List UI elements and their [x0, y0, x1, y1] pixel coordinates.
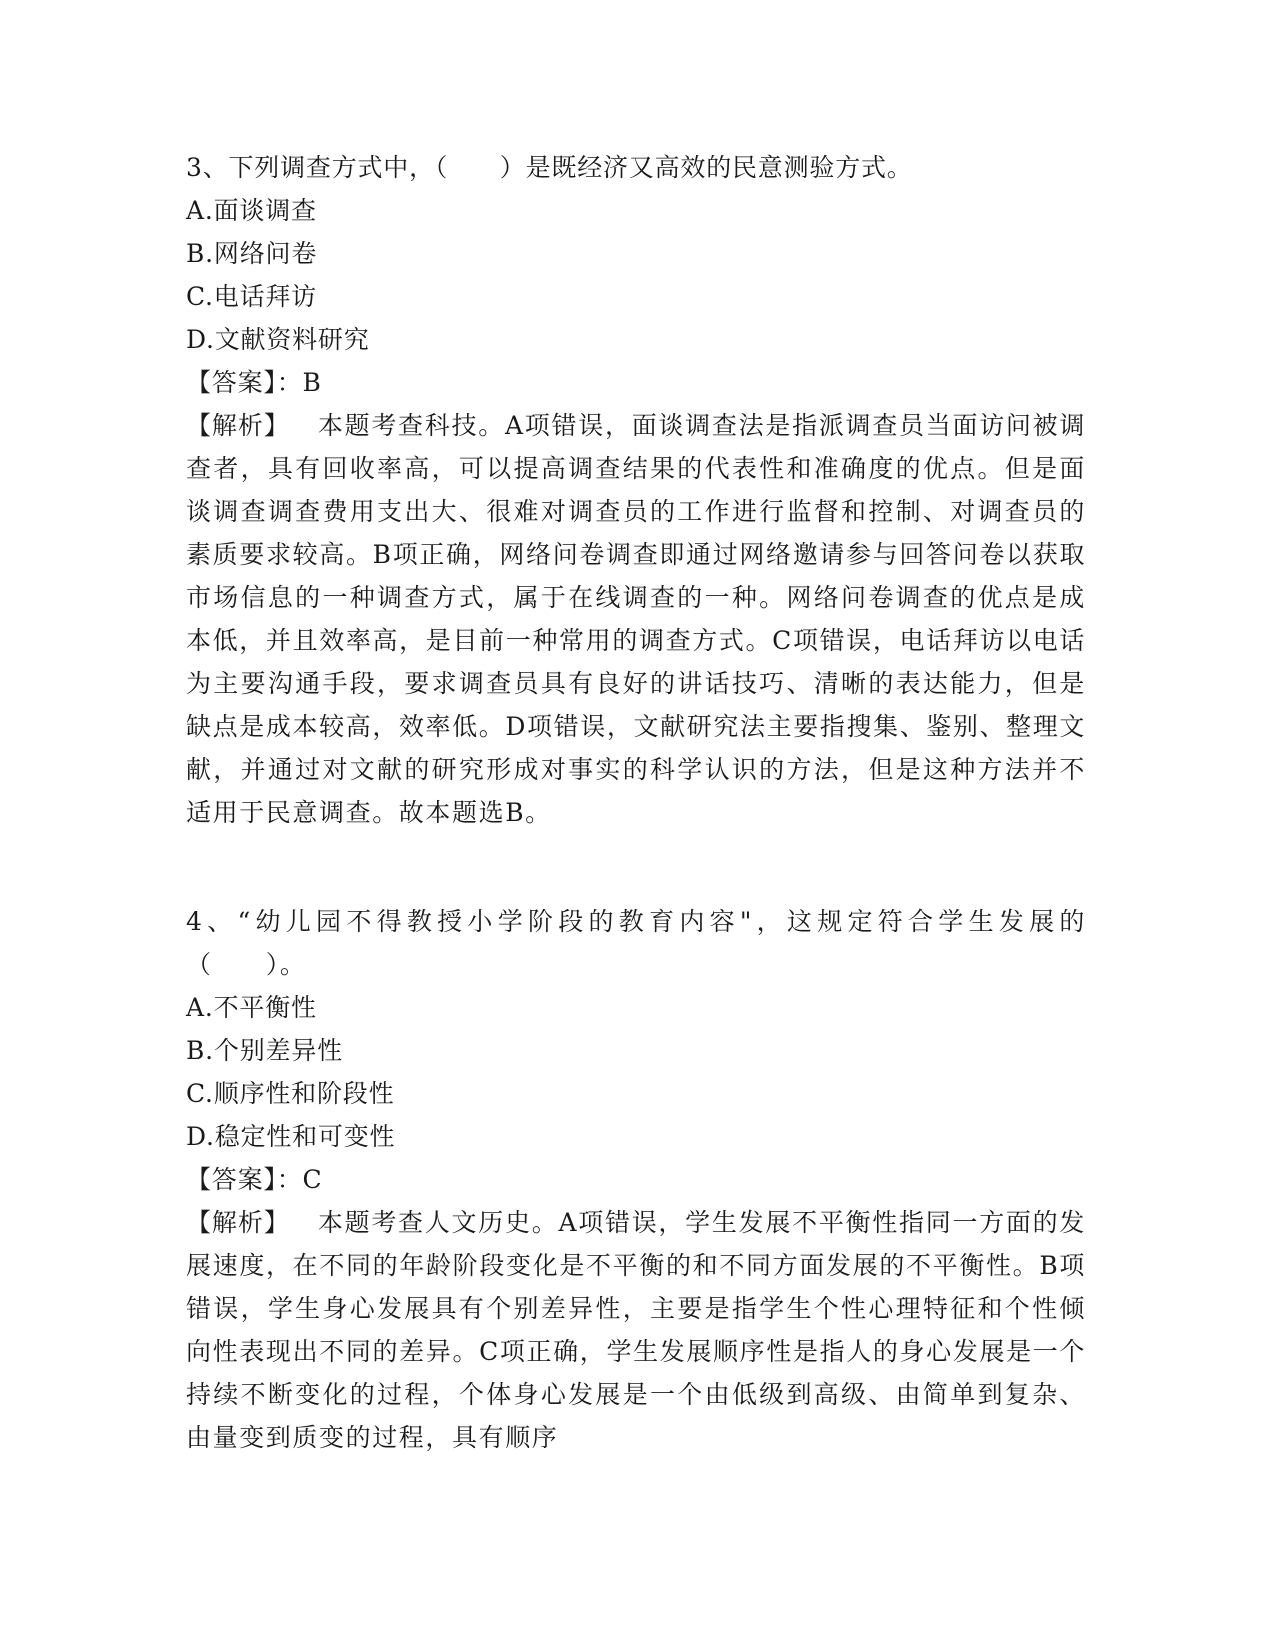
answer: 【答案】：C — [186, 1165, 323, 1194]
option-c: C.顺序性和阶段性 — [186, 1079, 395, 1108]
question-3 — [186, 146, 1086, 834]
analysis-label: 【解析】 — [186, 1208, 290, 1237]
option-a: A.面谈调查 — [186, 196, 317, 225]
option-b: B.个别差异性 — [186, 1036, 343, 1065]
analysis — [186, 1201, 1086, 1459]
option-b: B.网络问卷 — [186, 239, 318, 268]
option-d: D.稳定性和可变性 — [186, 1122, 396, 1151]
question-stem: 4、“幼儿园不得教授小学阶段的教育内容"，这规定符合学生发展的（ ）。 — [186, 907, 1086, 979]
analysis-label: 【解析】 — [186, 411, 290, 440]
question-4 — [186, 900, 1086, 1459]
analysis-text: 本题考查科技。A项错误，面谈调查法是指派调查员当面访问被调查者，具有回收率高，可以提高调查结果的代表性和准确度的优点。但是面谈调查调查费用支出大、很难对调查员的工作进行监督和控制、对调查员的素质要求较高。B项正确，网络问卷调查即通过网络邀请参与回答问卷以获取市场信息的一种调查方式，属于在线调查的一种。网络问卷调查的优点是成本低，并且效率高，是目前一种常用的调查方式。C项错误，电话拜访以电话为主要沟通手段，要求调查员具有良好的讲话技巧、清晰的表达能力，但是缺点是成本较高，效率低。D项错误，文献研究法主要指搜集、鉴别、整理文献，并通过对文献的研究形成对事实的科学认识的方法，但是这种方法并不适用于民意调查。故本题选B。 — [186, 411, 1086, 827]
option-a: A.不平衡性 — [186, 993, 317, 1022]
option-c: C.电话拜访 — [186, 282, 317, 311]
answer: 【答案】：B — [186, 368, 322, 397]
analysis — [186, 404, 1086, 834]
question-stem: 3、下列调查方式中，（ ）是既经济又高效的民意测验方式。 — [186, 153, 913, 182]
analysis-text: 本题考查人文历史。A项错误，学生发展不平衡性指同一方面的发展速度，在不同的年龄阶段变化是不平衡的和不同方面发展的不平衡性。B项错误，学生身心发展具有个别差异性，主要是指学生个性心理特征和个性倾向性表现出不同的差异。C项正确，学生发展顺序性是指人的身心发展是一个持续不断变化的过程，个体身心发展是一个由低级到高级、由简单到复杂、由量变到质变的过程，具有顺序 — [186, 1208, 1086, 1452]
option-d: D.文献资料研究 — [186, 325, 370, 354]
